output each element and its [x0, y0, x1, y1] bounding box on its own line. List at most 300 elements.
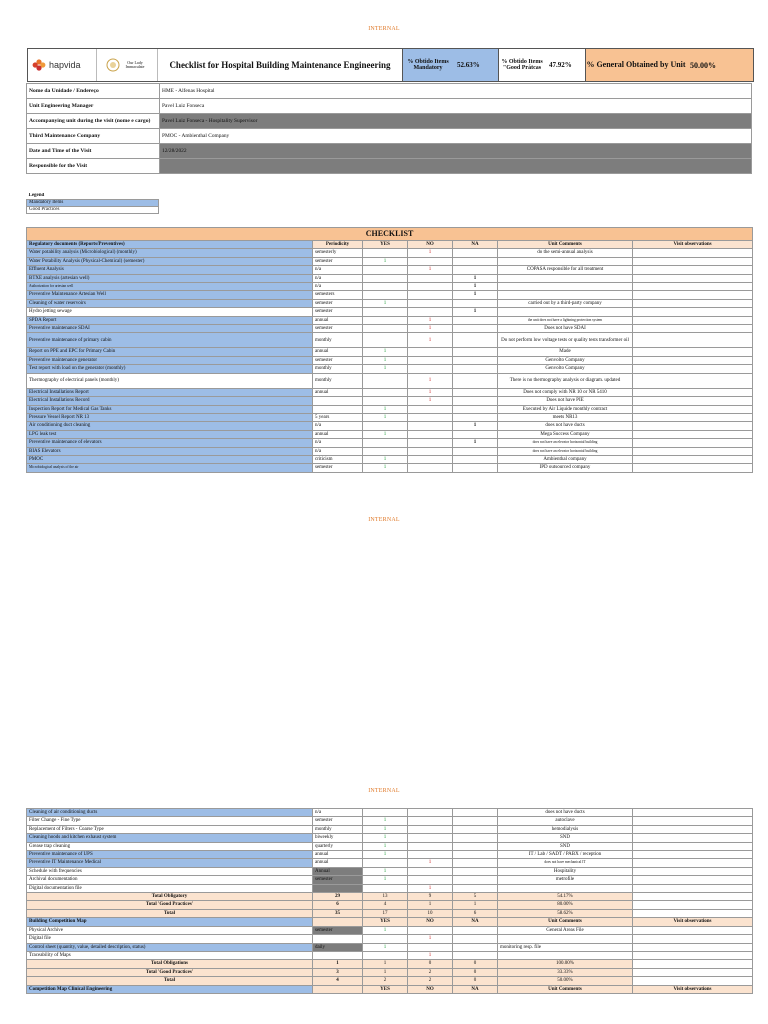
kpi-good-practices-value: 47.92%	[549, 61, 572, 69]
na-cell	[453, 884, 498, 892]
visit-observation	[633, 356, 753, 364]
unit-comment: metrofile	[498, 876, 633, 884]
unit-comment: does not have ducts	[498, 422, 633, 430]
unit-comment: Mega Success Company	[498, 430, 633, 438]
visit-observation	[633, 943, 753, 951]
na-cell	[453, 388, 498, 396]
total-na: 0	[453, 977, 498, 985]
unit-comment: SND	[498, 842, 633, 850]
info-value: 12/28/2022	[160, 144, 752, 159]
total-label: Total 'Good Practices'	[27, 968, 313, 976]
yes-cell: 1	[363, 817, 408, 825]
column-header	[313, 918, 363, 926]
visit-observation	[633, 867, 753, 875]
info-label: Nome da Unidade / Endereço	[27, 84, 160, 99]
periodicity: criticism	[313, 455, 363, 463]
column-header: Visit observations	[633, 985, 753, 993]
checklist-row	[27, 825, 753, 833]
na-cell	[453, 316, 498, 324]
flower-icon	[32, 59, 46, 71]
na-cell	[453, 834, 498, 842]
visit-observation	[633, 926, 753, 934]
checklist-row	[27, 834, 753, 842]
yes-cell	[363, 935, 408, 943]
periodicity: annual	[313, 851, 363, 859]
total-na: 1	[453, 901, 498, 909]
periodicity: monthly	[313, 825, 363, 833]
column-header: Unit Comments	[498, 985, 633, 993]
yes-cell: 1	[363, 356, 408, 364]
total-blank	[633, 977, 753, 985]
no-cell	[408, 447, 453, 455]
checklist-row	[27, 926, 753, 934]
item-name: Air conditioning duct cleaning	[27, 422, 313, 430]
item-name: Cleaning hoods and kitchen exhaust system	[27, 834, 313, 842]
periodicity: semester	[313, 464, 363, 472]
report-header	[27, 48, 754, 82]
periodicity	[313, 405, 363, 413]
unit-comment	[498, 257, 633, 265]
total-count: 3	[313, 968, 363, 976]
periodicity: semester	[313, 299, 363, 307]
kpi-general	[586, 49, 753, 81]
unit-comment: does not have an elevator horizontal building	[498, 447, 633, 455]
info-row	[27, 99, 752, 114]
unit-comment	[498, 291, 633, 299]
item-name: Water potability analysis (Microbiological) (monthly)	[27, 249, 313, 257]
no-cell	[408, 413, 453, 421]
periodicity	[313, 951, 363, 959]
column-header	[313, 985, 363, 993]
visit-observation	[633, 825, 753, 833]
total-row	[27, 960, 753, 968]
visit-observation	[633, 439, 753, 447]
checklist-row	[27, 951, 753, 959]
yes-cell: 1	[363, 842, 408, 850]
periodicity: n/a	[313, 809, 363, 817]
total-no: 0	[408, 960, 453, 968]
checklist-row	[27, 333, 753, 348]
item-name: BIAS Elevators	[27, 447, 313, 455]
no-cell	[408, 876, 453, 884]
item-name: Archival documentation	[27, 876, 313, 884]
total-label: Total	[27, 909, 313, 917]
total-row	[27, 977, 753, 985]
visit-observation	[633, 464, 753, 472]
item-name: Preventive IT Maintenance Medical	[27, 859, 313, 867]
no-cell	[408, 825, 453, 833]
legend-title: Legend	[28, 193, 45, 198]
kpi-general-value: 50.00%	[690, 60, 716, 70]
na-cell	[453, 842, 498, 850]
yes-cell	[363, 884, 408, 892]
yes-cell	[363, 274, 408, 282]
na-cell	[453, 373, 498, 388]
yes-cell: 1	[363, 257, 408, 265]
no-cell: 1	[408, 951, 453, 959]
total-row	[27, 893, 753, 901]
yes-cell	[363, 283, 408, 291]
total-row	[27, 901, 753, 909]
info-label: Third Maintenance Company	[27, 129, 160, 144]
info-value	[160, 159, 752, 174]
periodicity: n/a	[313, 283, 363, 291]
periodicity: semester	[313, 257, 363, 265]
legend-mandatory: Mandatory Items	[27, 200, 159, 207]
unit-comment: the unit does not have a lightning protection system	[498, 316, 633, 324]
column-header: YES	[363, 241, 408, 249]
no-cell: 1	[408, 935, 453, 943]
na-cell	[453, 859, 498, 867]
na-cell	[453, 249, 498, 257]
visit-observation	[633, 316, 753, 324]
kpi-good-practices-label: % Obtido Items "Good Prátcas	[501, 58, 543, 71]
periodicity: semesters	[313, 291, 363, 299]
na-cell	[453, 413, 498, 421]
item-name: Preventive Maintenance Artesian Well	[27, 291, 313, 299]
checklist-row	[27, 422, 753, 430]
column-header: YES	[363, 918, 408, 926]
checklist-row	[27, 859, 753, 867]
unit-comment: hemodialysis	[498, 825, 633, 833]
yes-cell: 1	[363, 943, 408, 951]
na-cell	[453, 266, 498, 274]
na-cell	[453, 464, 498, 472]
checklist-row	[27, 291, 753, 299]
checklist-row	[27, 867, 753, 875]
no-cell	[408, 817, 453, 825]
visit-observation	[633, 299, 753, 307]
visit-observation	[633, 422, 753, 430]
kpi-general-label: % General Obtained by Unit	[586, 60, 686, 69]
visit-observation	[633, 834, 753, 842]
column-header: Visit observations	[633, 241, 753, 249]
no-cell: 1	[408, 373, 453, 388]
yes-cell	[363, 325, 408, 333]
info-label: Unit Engineering Manager	[27, 99, 160, 114]
page-title: Checklist for Hospital Building Maintenance Engineering	[158, 49, 403, 81]
no-cell	[408, 257, 453, 265]
checklist-row	[27, 397, 753, 405]
info-label: Date and Time of the Visit	[27, 144, 160, 159]
internal-mark-middle: INTERNAL	[368, 517, 400, 523]
column-header: NO	[408, 241, 453, 249]
unit-comment: IPD outsourced company	[498, 464, 633, 472]
visit-observation	[633, 348, 753, 356]
unit-comment: Ambienthal company	[498, 455, 633, 463]
yes-cell	[363, 308, 408, 316]
no-cell	[408, 834, 453, 842]
periodicity: semester	[313, 817, 363, 825]
visit-observation	[633, 257, 753, 265]
item-name: Electrical Installations Record	[27, 397, 313, 405]
section-title: Competition Map Clinical Engineering	[27, 985, 313, 993]
no-cell	[408, 348, 453, 356]
total-percent: 100.00%	[498, 960, 633, 968]
no-cell: 1	[408, 325, 453, 333]
legend	[26, 193, 159, 214]
periodicity: semester	[313, 926, 363, 934]
visit-observation	[633, 413, 753, 421]
total-label: Total Obligations	[27, 960, 313, 968]
column-header: NO	[408, 985, 453, 993]
na-cell	[453, 809, 498, 817]
checklist-row	[27, 249, 753, 257]
total-blank	[633, 960, 753, 968]
hospital-logo-text: Our Lady Immaculate	[125, 59, 145, 69]
total-row	[27, 909, 753, 917]
total-count: 6	[313, 901, 363, 909]
checklist-row	[27, 316, 753, 324]
checklist-row	[27, 283, 753, 291]
item-name: Cleaning of air conditioning ducts	[27, 809, 313, 817]
no-cell	[408, 405, 453, 413]
yes-cell	[363, 859, 408, 867]
na-cell	[453, 333, 498, 348]
na-cell	[453, 447, 498, 455]
checklist-row	[27, 842, 753, 850]
periodicity: semester	[313, 356, 363, 364]
item-name: Preventive maintenance of elevators	[27, 439, 313, 447]
total-label: Total 'Good Practices'	[27, 901, 313, 909]
column-header: Visit observations	[633, 918, 753, 926]
checklist-row	[27, 405, 753, 413]
unit-comment: COPASA responsible for all treatment	[498, 266, 633, 274]
yes-cell: 1	[363, 851, 408, 859]
item-name: Electrical Installations Report	[27, 388, 313, 396]
visit-observation	[633, 266, 753, 274]
total-blank	[633, 968, 753, 976]
checklist-row	[27, 439, 753, 447]
periodicity: quarterly	[313, 842, 363, 850]
yes-cell: 1	[363, 365, 408, 373]
item-name: Filter Change - Fine Type	[27, 817, 313, 825]
na-cell	[453, 943, 498, 951]
column-header: NA	[453, 241, 498, 249]
yes-cell: 1	[363, 430, 408, 438]
info-value: HME - Alfenas Hospital	[160, 84, 752, 99]
yes-cell: 1	[363, 825, 408, 833]
yes-cell	[363, 809, 408, 817]
checklist-row	[27, 809, 753, 817]
total-no: 2	[408, 977, 453, 985]
na-cell	[453, 348, 498, 356]
periodicity: daily	[313, 943, 363, 951]
visit-observation	[633, 308, 753, 316]
emblem-icon	[106, 58, 120, 72]
periodicity: monthly	[313, 373, 363, 388]
kpi-good-practices	[499, 49, 586, 81]
total-count: 1	[313, 960, 363, 968]
na-cell	[453, 325, 498, 333]
checklist-row	[27, 266, 753, 274]
visit-observation	[633, 274, 753, 282]
unit-comment: SND	[498, 834, 633, 842]
unit-comment: Hospitality	[498, 867, 633, 875]
yes-cell: 1	[363, 455, 408, 463]
no-cell: 1	[408, 266, 453, 274]
column-header: Unit Comments	[498, 241, 633, 249]
info-row	[27, 114, 752, 129]
yes-cell: 1	[363, 867, 408, 875]
na-cell: 1	[453, 291, 498, 299]
unit-comment: do the semi-annual analysis	[498, 249, 633, 257]
no-cell	[408, 365, 453, 373]
no-cell	[408, 422, 453, 430]
unit-comment: does not have an elevator horizontal building	[498, 439, 633, 447]
info-value: Pavel Luiz Fonseca - Hospitality Supervisor	[160, 114, 752, 129]
column-header: Periodicity	[313, 241, 363, 249]
total-percent: 50.00%	[498, 977, 633, 985]
na-cell	[453, 825, 498, 833]
unit-comment: Made	[498, 348, 633, 356]
kpi-mandatory-value: 52.63%	[457, 61, 480, 69]
visit-observation	[633, 851, 753, 859]
total-na: 0	[453, 960, 498, 968]
na-cell	[453, 430, 498, 438]
visit-observation	[633, 291, 753, 299]
periodicity: Annual	[313, 867, 363, 875]
item-name: Authorization for artesian well	[27, 283, 313, 291]
column-header: Unit Comments	[498, 918, 633, 926]
checklist-row	[27, 430, 753, 438]
total-blank	[633, 909, 753, 917]
no-cell	[408, 356, 453, 364]
total-label: Total	[27, 977, 313, 985]
checklist-row	[27, 455, 753, 463]
total-no: 1	[408, 901, 453, 909]
unit-comment	[498, 308, 633, 316]
checklist-row	[27, 365, 753, 373]
no-cell	[408, 274, 453, 282]
unit-comment	[498, 274, 633, 282]
visit-observation	[633, 447, 753, 455]
unit-comment	[498, 951, 633, 959]
checklist-row	[27, 274, 753, 282]
yes-cell: 1	[363, 876, 408, 884]
no-cell: 1	[408, 333, 453, 348]
item-name: Preventive maintenance of UPS	[27, 851, 313, 859]
total-blank	[633, 893, 753, 901]
yes-cell: 1	[363, 464, 408, 472]
periodicity: n/a	[313, 422, 363, 430]
total-yes: 17	[363, 909, 408, 917]
unit-comment	[498, 935, 633, 943]
periodicity: annual	[313, 316, 363, 324]
total-yes: 4	[363, 901, 408, 909]
checklist-row	[27, 413, 753, 421]
total-no: 2	[408, 968, 453, 976]
yes-cell: 1	[363, 926, 408, 934]
total-na: 0	[453, 968, 498, 976]
unit-comment: Genvolto Company	[498, 365, 633, 373]
visit-observation	[633, 935, 753, 943]
checklist-row	[27, 388, 753, 396]
yes-cell	[363, 447, 408, 455]
periodicity	[313, 935, 363, 943]
column-header: NA	[453, 985, 498, 993]
periodicity: n/a	[313, 439, 363, 447]
checklist-row	[27, 373, 753, 388]
unit-comment: autoclave	[498, 817, 633, 825]
visit-observation	[633, 405, 753, 413]
visit-observation	[633, 388, 753, 396]
periodicity: annual	[313, 348, 363, 356]
checklist-row	[27, 356, 753, 364]
periodicity: annual	[313, 388, 363, 396]
info-value: PMOC - Ambienthal Company	[160, 129, 752, 144]
no-cell: 1	[408, 388, 453, 396]
no-cell	[408, 851, 453, 859]
unit-comment: monitoring resp. file	[498, 943, 633, 951]
na-cell	[453, 356, 498, 364]
item-name: BTXE analysis (artesian well)	[27, 274, 313, 282]
total-percent: 58.62%	[498, 909, 633, 917]
unit-comment: Does not comply with NR 10 or NR 5410	[498, 388, 633, 396]
item-name: Preventive maintenance generator	[27, 356, 313, 364]
no-cell	[408, 464, 453, 472]
periodicity	[313, 884, 363, 892]
item-name: Replacement of Filters - Coarse Type	[27, 825, 313, 833]
na-cell	[453, 257, 498, 265]
item-name: Effluent Analysis	[27, 266, 313, 274]
yes-cell	[363, 439, 408, 447]
checklist-row	[27, 447, 753, 455]
visit-observation	[633, 333, 753, 348]
unit-comment: There is no thermography analysis or diagram. updated	[498, 373, 633, 388]
total-yes: 2	[363, 977, 408, 985]
na-cell	[453, 397, 498, 405]
item-name: Control sheet (quantity, value, detailed description, status)	[27, 943, 313, 951]
periodicity: semester	[313, 325, 363, 333]
checklist-row	[27, 884, 753, 892]
na-cell	[453, 951, 498, 959]
na-cell	[453, 455, 498, 463]
visit-observation	[633, 842, 753, 850]
no-cell	[408, 430, 453, 438]
total-count: 4	[313, 977, 363, 985]
no-cell	[408, 455, 453, 463]
visit-observation	[633, 859, 753, 867]
na-cell: 1	[453, 422, 498, 430]
total-yes: 1	[363, 960, 408, 968]
yes-cell	[363, 316, 408, 324]
column-header: Regulatory documents (Reports/Preventives)	[27, 241, 313, 249]
yes-cell	[363, 422, 408, 430]
column-header: NO	[408, 918, 453, 926]
item-name: Cleaning of water reservoirs	[27, 299, 313, 307]
no-cell	[408, 943, 453, 951]
no-cell: 1	[408, 316, 453, 324]
unit-comment: General Areas File	[498, 926, 633, 934]
item-name: Digital file	[27, 935, 313, 943]
checklist-row	[27, 257, 753, 265]
unit-comment: Does not have SDAI	[498, 325, 633, 333]
item-name: Thermography of electrical panels (monthly)	[27, 373, 313, 388]
item-name: SPDA Report	[27, 316, 313, 324]
na-cell: 1	[453, 274, 498, 282]
checklist-row	[27, 464, 753, 472]
unit-comment: IT / Lab / SADT / PABX / reception	[498, 851, 633, 859]
total-no: 9	[408, 893, 453, 901]
na-cell	[453, 935, 498, 943]
periodicity: semester	[313, 876, 363, 884]
na-cell	[453, 876, 498, 884]
yes-cell: 1	[363, 405, 408, 413]
periodicity: n/a	[313, 266, 363, 274]
checklist-row	[27, 325, 753, 333]
periodicity	[313, 397, 363, 405]
